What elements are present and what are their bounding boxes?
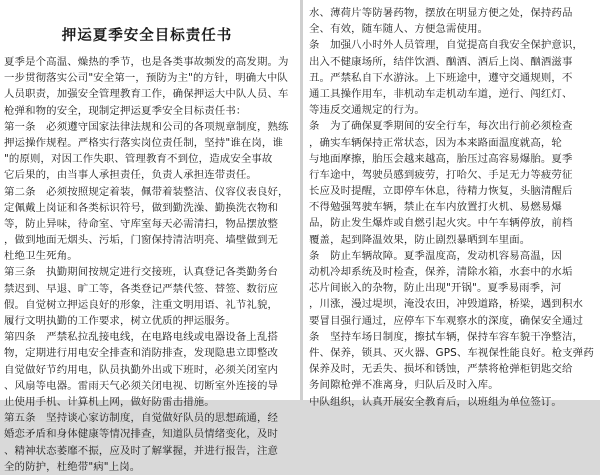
text-line: 押运操作规程。严格实行落实岗位责任制，坚持"谁在岗，谁 — [4, 136, 283, 149]
text-line: 等违反交通规定的行为。 — [309, 104, 425, 117]
text-line: 丑。严禁私自下水游泳。上下班途中，遵守交通规则，不 — [309, 71, 573, 84]
text-line: 与地面摩擦，胎压会越来越高，胎压过高容易爆胎。夏季 — [309, 152, 573, 165]
text-line: 杜绝卫生死角。 — [4, 250, 78, 263]
document-title: 押运夏季安全目标责任书 — [61, 28, 233, 44]
document-page-left — [0, 0, 300, 473]
text-line: 夏季是个高温、燥热的季节，也是各类事故频发的高发期。为 — [4, 56, 289, 68]
text-line: 人员职责，加强安全管理教育工作，确保押运大中队人员、车 — [4, 88, 289, 101]
text-line: 履行文明执勤的工作要求，树立优质的押运服务。 — [4, 315, 236, 327]
text-line: 中队组织，认真开展安全教育后，以班组为单位签订。 — [309, 395, 562, 408]
text-line: 自觉做好节约用电，队员执勤外出或下班时，必须关闭室内 — [4, 363, 279, 376]
text-line: 定佩戴上岗证和各类标识符号，做到勤洗澡、勤换洗衣物和 — [4, 201, 279, 214]
text-line: 务间隙枪弹不准离身，归队后及时入库。 — [309, 379, 499, 392]
text-line: 婚恋矛盾和身体健康等情况排查，知道队员情绪变化，及时 — [4, 428, 279, 441]
document-body-right — [309, 5, 596, 410]
text-line: 通工具操作用车，非机动车走机动车道，逆行、闯红灯、 — [309, 87, 573, 100]
text-line: 不得勉强驾驶车辆，禁止在车内放置打火机、易燃易爆 — [309, 201, 562, 214]
text-line: 条 防止车辆故障。夏季温度高，发动机容易高温，因 — [309, 249, 562, 262]
text-line: 第四条 严禁私拉乱接电线，在电路电线或电器设备上乱搭 — [4, 331, 279, 344]
text-line: 第二条 必须按照规定着装，佩带着装整洁、仪容仪表良好， — [4, 185, 289, 198]
text-line: 条 加强八小时外人员管理，自觉提高自我安全保护意识， — [309, 39, 584, 52]
text-line: 行车途中，驾驶员感到疲劳，打哈欠、手足无力等疲劳征 — [309, 168, 573, 181]
text-line: 一步贯彻落实公司"安全第一，预防为主"的方针，明确大中队 — [4, 72, 288, 85]
text-line: "的原则，对因工作失职、管理教育不到位，造成安全事故 — [4, 153, 273, 166]
text-line: 条 为了确保夏季期间的安全行车，每次出行前必须检查 — [309, 120, 573, 133]
text-line: 等，防止异味，待命室、守库室每天必需清扫，物品摆放整 — [4, 217, 279, 230]
text-line: ，川涨，漫过堤坝，淹没农田，冲毁道路，桥梁，遇到积水 — [309, 298, 584, 311]
text-line: 条 坚持车场日制度，擦拭车辆，保持车容车貌干净整洁， — [309, 330, 584, 343]
text-line: 动机冷却系统及时检查，保养，清除水箱，水套中的水垢 — [309, 266, 573, 278]
text-line: 芯片间嵌入的杂物，防止出现"开锅"。夏季易雨季，河 — [309, 282, 562, 295]
text-line: 保养及时，无丢失、损坏和锈蚀，严禁将枪弹柜钥匙交给 — [309, 363, 573, 376]
text-line: 全、有效，随车随人、方便急需使用。 — [309, 23, 489, 36]
text-line: 长应及时提醒，立即停车休息，待精力恢复，头脑清醒后 — [309, 185, 573, 198]
text-line: 第三条 执勤期间按规定进行交接班，认真登记各类勤务台 — [4, 266, 279, 279]
text-line: ，确实车辆保持正常状态，因为本来路面温度就高，轮 — [309, 136, 562, 149]
text-line: 、精神状态萎靡不振，应及时了解掌握，并进行报告，注意 — [4, 444, 279, 457]
text-line: ，做到地面无烟头、污垢，门窗保持清洁明亮、墙壁做到无 — [4, 234, 279, 247]
document-page-right — [303, 0, 600, 408]
text-line: 、风扇等电器。雷雨天气必须关闭电视、切断室外连接的导 — [4, 379, 279, 392]
text-line: 止使用手机、计算机上网，做好防雷击措施。 — [4, 395, 215, 408]
text-line: 它后果的，由当事人承担责任，负责人承担连带责任。 — [4, 169, 257, 182]
text-line: 件、保养，锁具、灭火器、GPS、车视保性能良好。枪支弹药 — [309, 346, 594, 359]
document-body-left — [4, 54, 300, 475]
text-line: 枪弹和物的安全，现制定押运夏季安全目标责任书： — [4, 104, 247, 117]
text-line: 出入不健康场所，结伴饮酒、酗酒、酒后上岗、酗酒滋事 — [309, 55, 573, 68]
text-line: 第一条 必须遵守国家法律法规和公司的各项规章制度，熟练 — [4, 120, 289, 133]
text-line: 第五条 坚持谈心家访制度，自觉做好队员的思想疏通，经 — [4, 412, 279, 425]
text-line: 水、薄荷片等防暑药物，摆放在明显方便之处，保持药品 — [309, 7, 573, 19]
text-line: 品，防止发生爆炸或自燃引起火灾。中午车辆停放，前档 — [309, 217, 573, 230]
text-line: 物，定期进行用电安全排查和消防排查，发现隐患立即整改 — [4, 347, 279, 360]
text-line: 覆盖，起到降温效果，防止剧烈暴晒到车里面。 — [309, 233, 531, 246]
text-line: 禁迟到、早退、旷工等，各类登记严禁代签、替签、数衍应 — [4, 282, 279, 295]
text-line: 假。自觉树立押运良好的形象，注重文明用语、礼节礼貌， — [4, 298, 279, 311]
text-line: 要冒目强行通过，应停车下车观察水的深度，确保安全通过 — [309, 314, 584, 327]
text-line: 全的防护，杜绝带"病"上岗。 — [4, 460, 141, 473]
